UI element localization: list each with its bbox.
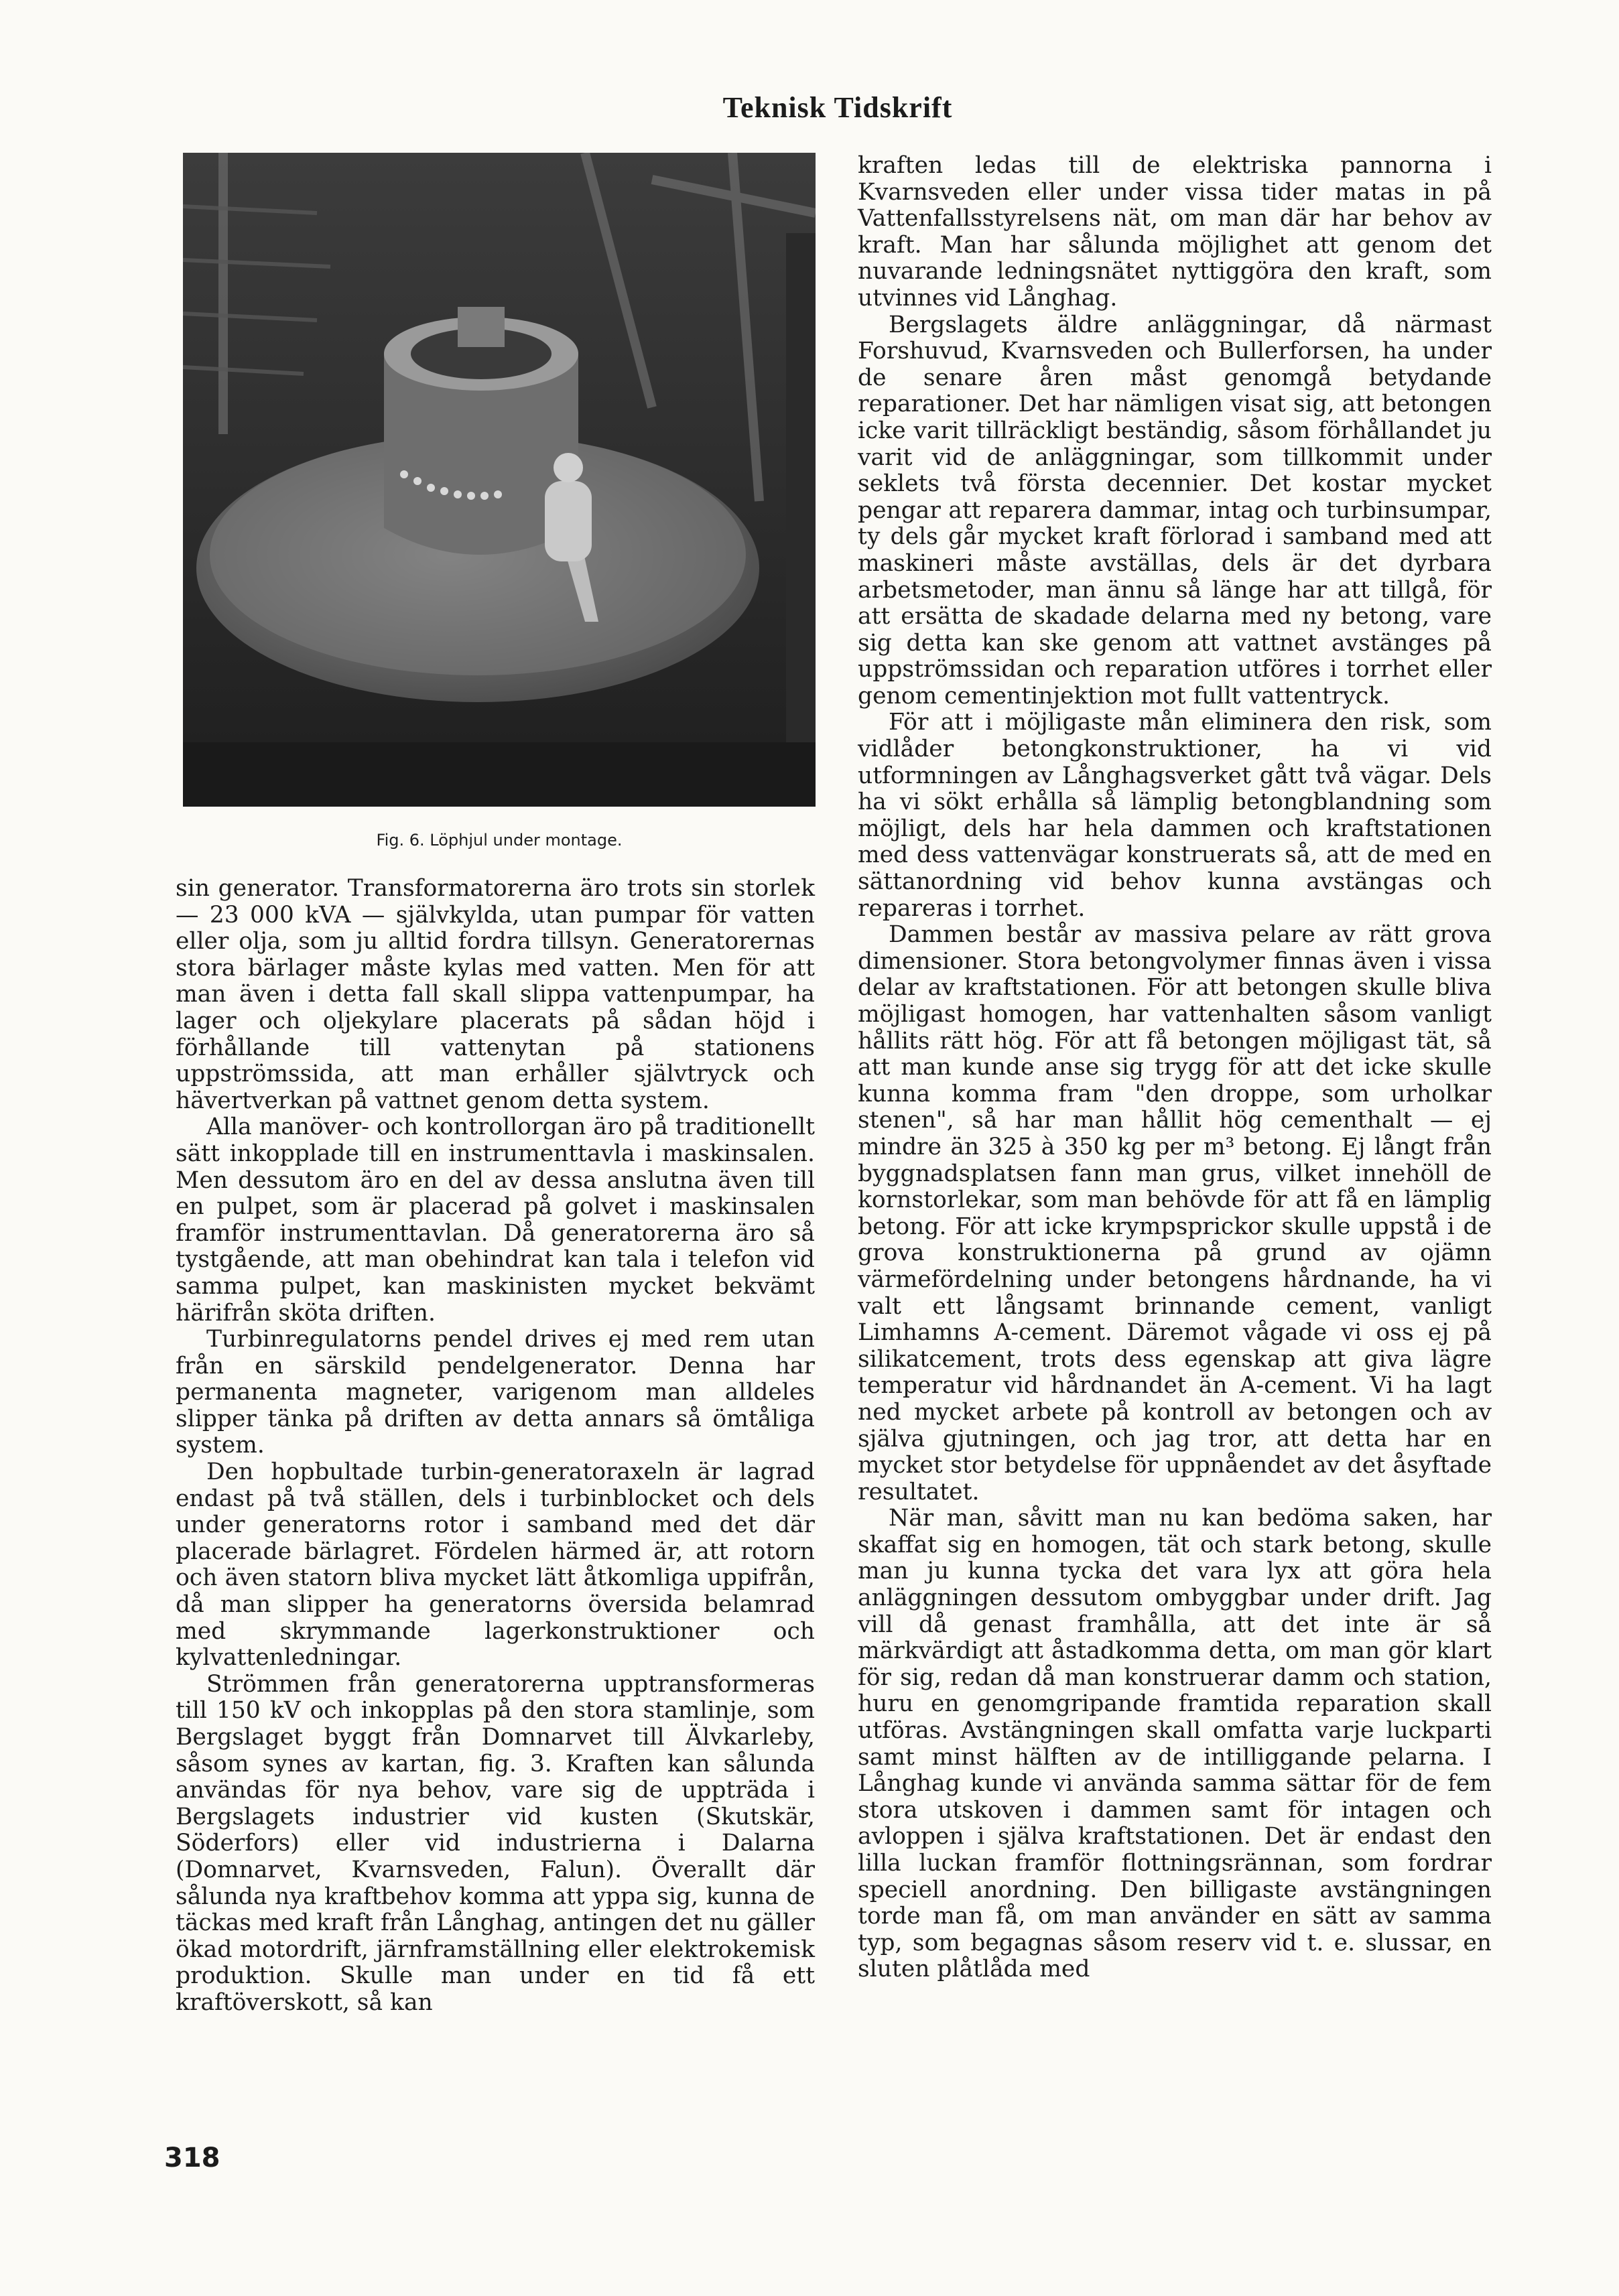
paragraph: Strömmen från generatorerna upptransformeras till 150 kV och inkopplas på den stora stamlinje, som Bergslaget byggt från Domnarvet till Älvkarleby, såsom synes av kartan, fig. 3. Kraften kan sålunda användas för nya behov, vare sig de uppträda i Bergslagets industrier vid kusten (Skutskär, Söderfors) eller vid industrierna i Dalarna (Domnarvet, Kvarnsveden, Falun). Överallt där sålunda nya kraftbehov komma att yppa sig, kunna de täckas med kraft från Långhag, antingen det nu gäller ökad motordrift, järnframställning eller elektrokemisk produktion. Skulle man under en tid få ett kraftöverskott, så kan <box>176 1670 815 2016</box>
figure-photo-turbine-runner <box>183 153 816 807</box>
paragraph: Bergslagets äldre anläggningar, då närmast Forshuvud, Kvarnsveden och Bullerforsen, ha under de senare åren måst genomgå betydande reparationer. Det har nämligen visat sig, att betongen icke varit tillräckligt beständig, såsom förhållandet ju varit vid de anläggningar, som tillkommit under seklets två första decennier. Det kostar mycket pengar att reparera dammar, intag och turbinsumpar, ty dels går mycket kraft förlorad i samband med att maskineri måste avställas, dels är det dyrbara arbetsmetoder, man ännu så länge har att tillgå, för att ersätta de skadade delarna med ny betong, vare sig detta kan ske genom att vattnet avstänges på uppströmssidan och reparation utföres i torrhet eller genom cementinjektion mot fullt vattentryck. <box>858 311 1492 710</box>
page-number: 318 <box>164 2143 220 2173</box>
paragraph: sin generator. Transformatorerna äro trots sin storlek — 23 000 kVA — självkylda, utan pumpar för vatten eller olja, som ju alltid fordra tillsyn. Generatorernas stora bärlager måste kylas med vatten. Men för att man även i detta fall skall slippa vattenpumpar, ha lager och oljekylare placerats på sådan höjd i förhållande till vattenytan på stationens uppströmssida, att man erhåller självtryck och hävertverkan på vattnet genom detta system. <box>176 875 815 1114</box>
paragraph: För att i möjligaste mån eliminera den risk, som vidlåder betongkonstruktioner, ha vi vid utformningen av Långhagsverket gått två vägar. Dels ha vi sökt erhålla så lämplig betongblandning som möjligt, dels har hela dammen och kraftstationen med dess vattenvägar konstruerats så, att de med en sättanordning vid behov kunna avstängas och repareras i torrhet. <box>858 709 1492 922</box>
paragraph: När man, såvitt man nu kan bedöma saken, har skaffat sig en homogen, tät och stark betong, skulle man ju kunna tycka det vara lyx att göra hela anläggningen dessutom ombyggbar under drift. Jag vill då genast framhålla, att det inte är så märkvärdigt att åstadkomma detta, om man gör klart för sig, redan då man konstruerar damm och station, huru en genomgripande framtida reparation skall utföras. Avstängningen skall omfatta varje luckparti samt minst hälften av de intilliggande pelarna. I Långhag kunde vi använda samma sättar för de fem stora utskoven i dammen samt för intagen och avloppen i själva kraftstationen. Det är endast den lilla luckan framför flottningsrännan, som fordrar speciell anordning. Den billigaste avstängningen torde man få, om man använder en sätt av samma typ, som begagnas såsom reserv vid t. e. slussar, en sluten plåtlåda med <box>858 1505 1492 1983</box>
paragraph: Alla manöver- och kontrollorgan äro på traditionellt sätt inkopplade till en instrumenttavla i maskinsalen. Men dessutom äro en del av dessa anslutna även till en pulpet, som är placerad på golvet i maskinsalen framför instrumenttavlan. Då generatorerna äro så tystgående, att man obehindrat kan tala i telefon vid samma pulpet, kan maskinisten mycket bekvämt härifrån sköta driften. <box>176 1113 815 1327</box>
right-text-column <box>858 153 1492 1983</box>
left-text-column <box>176 876 815 2017</box>
paragraph: Den hopbultade turbin-generatoraxeln är lagrad endast på två ställen, dels i turbinblocket och dels under generatorns rotor i samband med det där placerade bärlagret. Fördelen härmed är, att rotorn och även statorn bliva mycket lätt åtkomliga uppifrån, då man slipper ha generatorns översida belamrad med skrymmande lagerkonstruktioner och kylvattenledningar. <box>176 1459 815 1672</box>
paragraph: Turbinregulatorns pendel drives ej med rem utan från en särskild pendelgenerator. Denna har permanenta magneter, varigenom man alldeles slipper tänka på driften av detta annars så ömtåliga system. <box>176 1326 815 1459</box>
journal-header: Teknisk Tidskrift <box>722 91 953 124</box>
paragraph: kraften ledas till de elektriska pannorna i Kvarnsveden eller under vissa tider matas in på Vattenfallsstyrelsens nät, om man där har behov av kraft. Man har sålunda möjlighet att genom det nuvarande ledningsnätet nyttiggöra den kraft, som utvinnes vid Långhag. <box>858 152 1492 312</box>
figure-caption: Fig. 6. Löphjul under montage. <box>376 831 623 850</box>
paragraph: Dammen består av massiva pelare av rätt grova dimensioner. Stora betongvolymer finnas även i vissa delar av kraftstationen. För att betongen skulle bliva möjligast homogen, har vattenhalten såsom vanligt hållits rätt hög. För att få betongen möjligast tät, så att man kunde anse sig trygg för att det icke skulle kunna komma fram "den droppe, som urholkar stenen", så har man hållit hög cementhalt — ej mindre än 325 à 350 kg per m³ betong. Ej långt från byggnadsplatsen fann man grus, vilket innehöll de kornstorlekar, som man behövde för att få en lämplig betong. För att icke krympsprickor skulle uppstå i de grova konstruktionerna på grund av ojämn värmefördelning under betongens hårdnande, ha vi valt ett långsamt brinnande cement, vanligt Limhamns A-cement. Däremot vågade vi oss ej på silikatcement, trots dess egenskap att giva lägre temperatur vid hårdnandet än A-cement. Vi ha lagt ned mycket arbete på kontroll av betongen och av själva gjutningen, och jag tror, att detta har en mycket stor betydelse för uppnåendet av det åsyftade resultatet. <box>858 921 1492 1505</box>
